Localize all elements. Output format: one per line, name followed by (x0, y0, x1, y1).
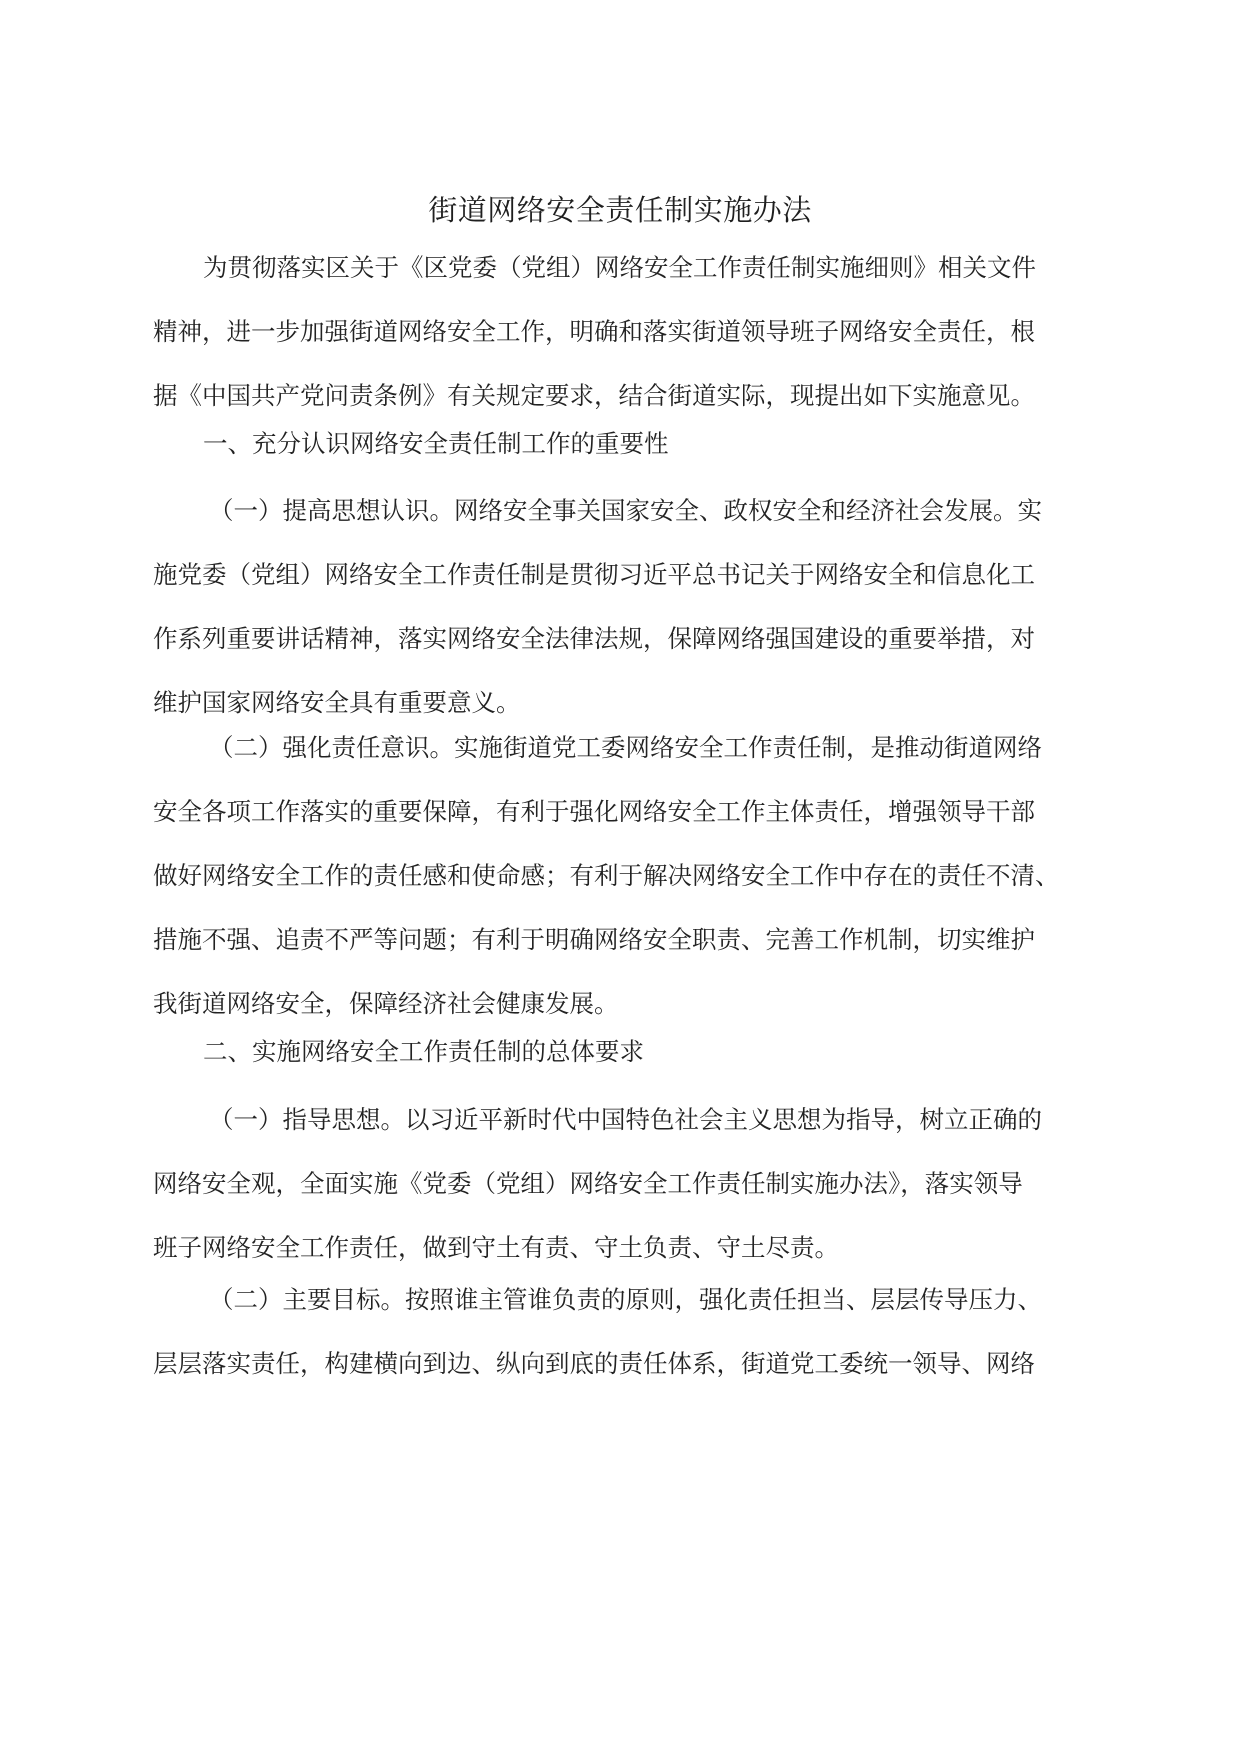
paragraph-line: 作系列重要讲话精神，落实网络安全法律法规，保障网络强国建设的重要举措，对 (153, 624, 1035, 653)
paragraph-line: 据《中国共产党问责条例》有关规定要求，结合街道实际，现提出如下实施意见。 (153, 381, 1035, 410)
paragraph-line: 施党委（党组）网络安全工作责任制是贯彻习近平总书记关于网络安全和信息化工 (153, 560, 1035, 589)
paragraph-line: （二）强化责任意识。实施街道党工委网络安全工作责任制，是推动街道网络 (209, 733, 1042, 762)
paragraph-line: 做好网络安全工作的责任感和使命感；有利于解决网络安全工作中存在的责任不清、 (153, 861, 1060, 890)
heading-line: 一、充分认识网络安全责任制工作的重要性 (203, 429, 669, 458)
paragraph-line: （一）提高思想认识。网络安全事关国家安全、政权安全和经济社会发展。实 (209, 496, 1042, 525)
paragraph-line: 维护国家网络安全具有重要意义。 (153, 688, 521, 717)
paragraph-line: （二）主要目标。按照谁主管谁负责的原则，强化责任担当、层层传导压力、 (209, 1285, 1042, 1314)
paragraph-line: 层层落实责任，构建横向到边、纵向到底的责任体系，街道党工委统一领导、网络 (153, 1349, 1035, 1378)
paragraph-line: 措施不强、追责不严等问题；有利于明确网络安全职责、完善工作机制，切实维护 (153, 925, 1035, 954)
paragraph-line: 安全各项工作落实的重要保障，有利于强化网络安全工作主体责任，增强领导干部 (153, 797, 1035, 826)
heading-line: 二、实施网络安全工作责任制的总体要求 (203, 1037, 644, 1066)
section-2-item-1 (153, 1088, 1053, 1280)
paragraph-line: 为贯彻落实区关于《区党委（党组）网络安全工作责任制实施细则》相关文件 (203, 253, 1036, 282)
paragraph-line: （一）指导思想。以习近平新时代中国特色社会主义思想为指导，树立正确的 (209, 1105, 1042, 1134)
paragraph-line: 我街道网络安全，保障经济社会健康发展。 (153, 989, 619, 1018)
paragraph-line: 网络安全观，全面实施《党委（党组）网络安全工作责任制实施办法》，落实领导 (153, 1169, 1023, 1198)
section-1-item-2 (153, 716, 1060, 1036)
paragraph-line: 班子网络安全工作责任，做到守土有责、守土负责、守土尽责。 (153, 1233, 839, 1262)
section-2-item-2 (153, 1268, 1053, 1396)
section-1-heading (153, 412, 1053, 476)
paragraph-line: 精神，进一步加强街道网络安全工作，明确和落实街道领导班子网络安全责任，根 (153, 317, 1035, 346)
document-title: 街道网络安全责任制实施办法 (428, 193, 812, 227)
section-2-heading (153, 1020, 1053, 1084)
section-1-item-1 (153, 479, 1053, 735)
intro-paragraph (153, 236, 1053, 428)
